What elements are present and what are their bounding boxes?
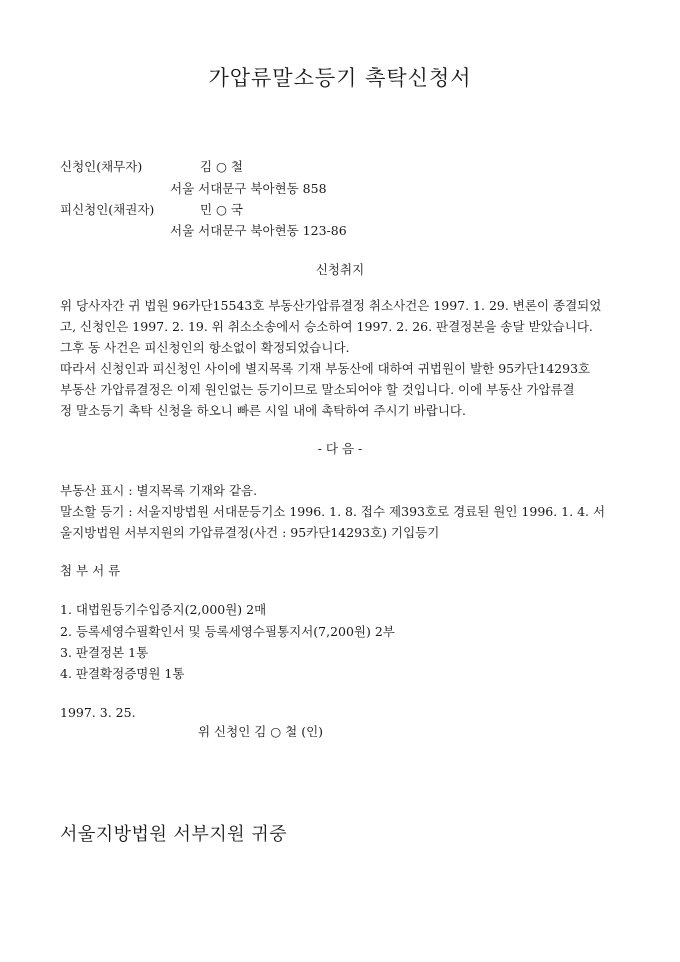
respondent-address: 서울 서대문구 북아현동 123-86 [170, 223, 347, 238]
court-addressee: 서울지방법원 서부지원 귀중 [60, 824, 288, 845]
attachments-heading: 첨 부 서 류 [60, 563, 121, 578]
signature-line: 위 신청인 김 ○ 철 (인) [198, 724, 324, 739]
purpose-line: 정 말소등기 촉탁 신청을 하오니 빠른 시일 내에 촉탁하여 주시기 바랍니다. [60, 403, 466, 418]
attachment-item: 3. 판결정본 1통 [60, 645, 149, 660]
respondent-name: 민 ○ 국 [200, 202, 244, 217]
purpose-line: 위 당사자간 귀 법원 96카단15543호 부동산가압류결정 취소사건은 1997. 1. 29. 변론이 종결되었 [60, 298, 602, 313]
purpose-heading: 신청취지 [315, 262, 365, 277]
applicant-label: 신청인(채무자) [60, 159, 143, 174]
next-heading: - 다 음 - [317, 441, 363, 456]
purpose-line: 그후 동 사건은 피신청인의 항소없이 확정되었습니다. [60, 340, 350, 355]
cancel-line: 말소할 등기 : 서울지방법원 서대문등기소 1996. 1. 8. 접수 제393호로 경료된 원인 1996. 1. 4. 서 [60, 504, 606, 519]
purpose-line: 부동산 가압류결정은 이제 원인없는 등기이므로 말소되어야 할 것입니다. 이에 부동산 가압류결 [60, 382, 575, 397]
applicant-name: 김 ○ 철 [200, 159, 244, 174]
purpose-line: 따라서 신청인과 피신청인 사이에 별지목록 기재 부동산에 대하여 귀법원이 발한 95카단14293호 [60, 361, 591, 376]
applicant-address: 서울 서대문구 북아현동 858 [170, 181, 327, 196]
attachment-item: 2. 등록세영수필확인서 및 등록세영수필통지서(7,200원) 2부 [60, 624, 395, 639]
document-date: 1997. 3. 25. [60, 705, 136, 720]
purpose-line: 고, 신청인은 1997. 2. 19. 위 취소소송에서 승소하여 1997. 2. 26. 판결정본을 송달 받았습니다. [60, 319, 593, 334]
respondent-label: 피신청인(채권자) [60, 202, 155, 217]
property-line: 부동산 표시 : 별지목록 기재와 같음. [60, 483, 258, 498]
cancel-line: 울지방법원 서부지원의 가압류결정(사건 : 95카단14293호) 기입등기 [60, 525, 440, 540]
cancel-registration [60, 501, 628, 543]
attachment-item: 1. 대법원등기수입증지(2,000원) 2매 [60, 602, 267, 617]
document-title: 가압류말소등기 촉탁신청서 [208, 66, 472, 90]
purpose-paragraph [60, 295, 628, 421]
attachment-item: 4. 판결확정증명원 1통 [60, 666, 185, 681]
